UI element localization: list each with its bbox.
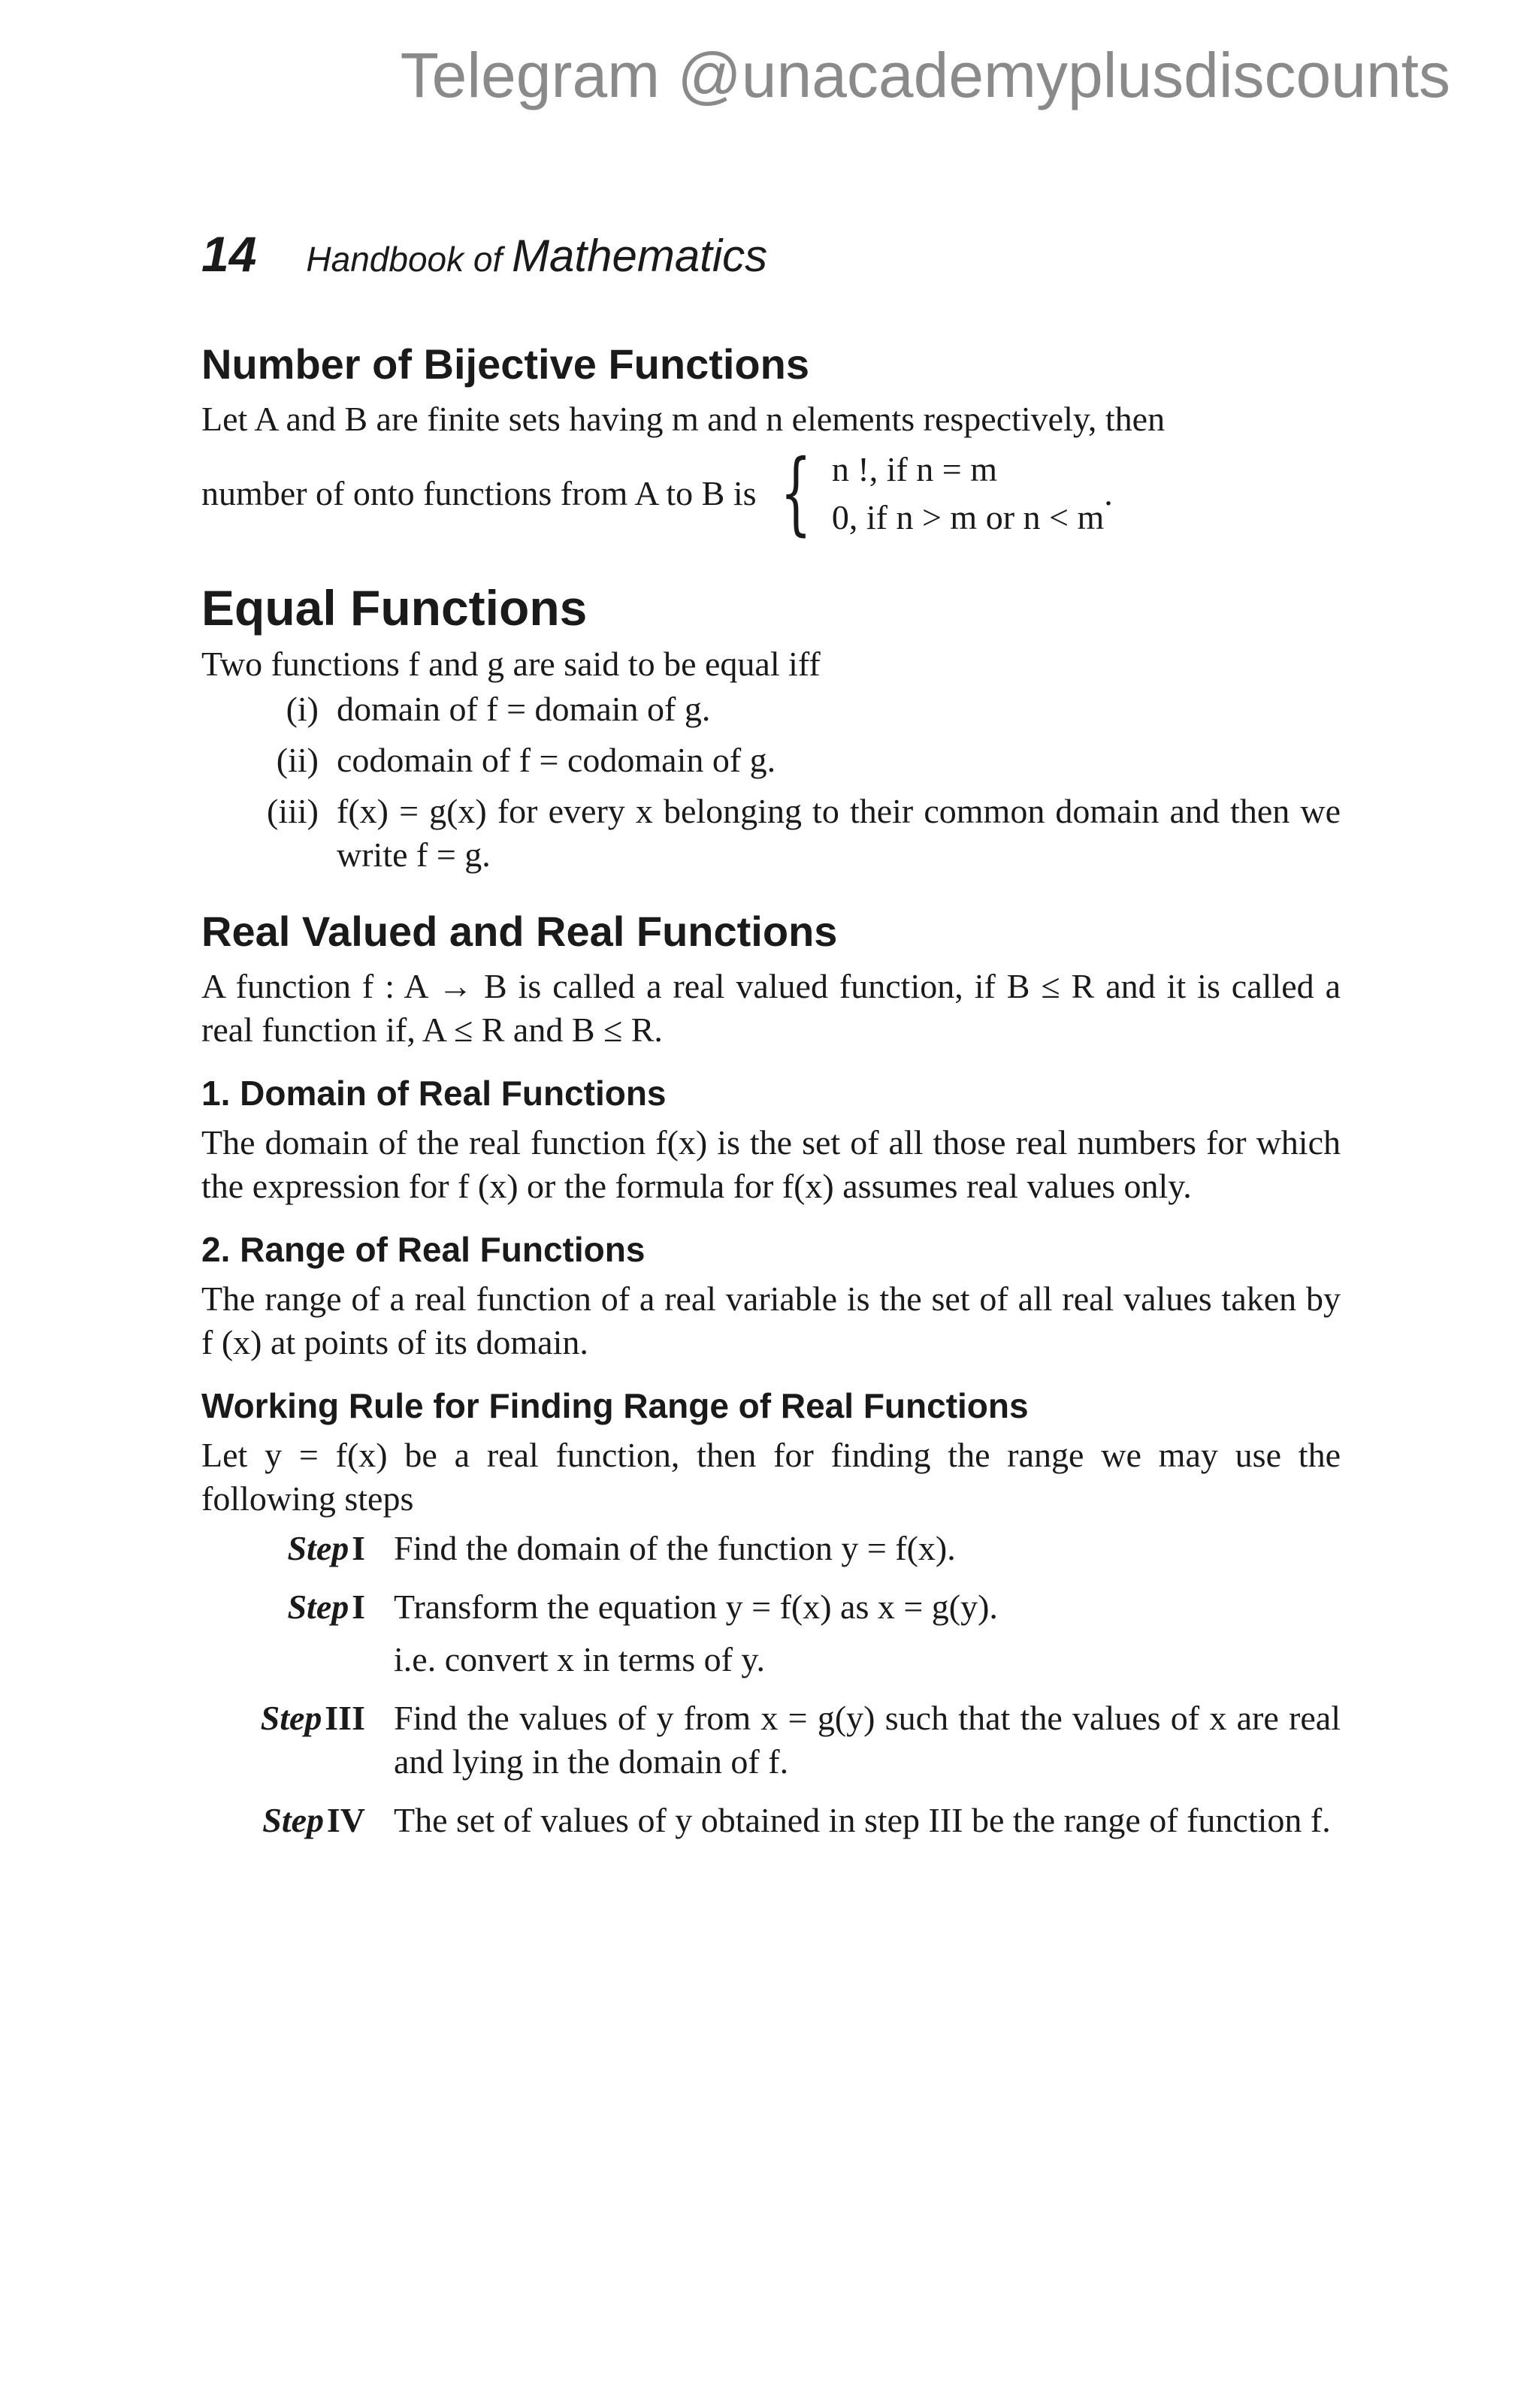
book-title-big: Mathematics: [512, 231, 768, 281]
list-text: codomain of f = codomain of g.: [337, 741, 776, 779]
step-word: Step: [287, 1588, 349, 1626]
paragraph: Let A and B are finite sets having m and n elements respectively, then: [201, 400, 1166, 438]
case-line: 0, if n > m or n < m: [831, 498, 1105, 536]
step-number: I: [352, 1529, 365, 1567]
section-bijective: [201, 340, 1341, 545]
section-working-rule: [201, 1385, 1341, 1842]
section-title: Number of Bijective Functions: [201, 340, 809, 388]
page-number: 14: [201, 226, 257, 282]
step-text-extra: i.e. convert x in terms of y.: [394, 1640, 765, 1678]
section-equal-functions: [201, 579, 1341, 877]
section-title: Equal Functions: [201, 580, 588, 636]
subsection-title: 2. Range of Real Functions: [201, 1230, 646, 1269]
page-header: [201, 225, 767, 282]
step-item: [201, 1696, 1341, 1784]
list-label: (i): [286, 690, 319, 728]
list-label: (ii): [276, 741, 319, 779]
step-label: [201, 1799, 394, 1842]
section-title: Real Valued and Real Functions: [201, 908, 838, 955]
section-real-functions: [201, 907, 1341, 1364]
step-text: Transform the equation y = f(x) as x = g(y).: [394, 1588, 998, 1626]
page-content: [201, 340, 1341, 1857]
step-number: I: [352, 1588, 365, 1626]
step-word: Step: [287, 1529, 349, 1567]
paragraph: A function f : A → B is called a real valued function, if B ≤ R and it is called a real function if, A ≤ R and B ≤ R.: [201, 967, 1341, 1049]
step-text: Find the values of y from x = g(y) such that the values of x are real and lying in the domain of f.: [394, 1699, 1341, 1781]
paragraph: Let y = f(x) be a real function, then for finding the range we may use the following steps: [201, 1436, 1341, 1518]
step-label: [201, 1696, 394, 1784]
list-item: [201, 687, 1341, 731]
watermark-text: Telegram @unacademyplusdiscounts: [400, 40, 1450, 110]
subsection-title: 1. Domain of Real Functions: [201, 1074, 667, 1113]
step-number: III: [325, 1699, 365, 1737]
list-text: domain of f = domain of g.: [337, 690, 711, 728]
step-item: [201, 1527, 1341, 1570]
step-text: The set of values of y obtained in step III be the range of function f.: [394, 1801, 1331, 1839]
step-item: [201, 1585, 1341, 1681]
list-item: [201, 739, 1341, 782]
paragraph: Two functions f and g are said to be equal iff: [201, 645, 821, 683]
formula-cases: [832, 446, 1104, 542]
list-label: (iii): [267, 792, 319, 830]
left-brace-icon: {: [779, 441, 812, 545]
step-word: Step: [260, 1699, 322, 1737]
paragraph: The range of a real function of a real variable is the set of all real values taken by f (x) at points of its domain.: [201, 1280, 1341, 1361]
formula-end: .: [1104, 474, 1113, 512]
step-label: [201, 1527, 394, 1570]
step-number: IV: [326, 1801, 365, 1839]
list-item: [201, 790, 1341, 877]
step-label: [201, 1585, 394, 1681]
paragraph: The domain of the real function f(x) is the set of all those real numbers for which the expression for f (x) or the formula for f(x) assumes real values only.: [201, 1123, 1341, 1205]
book-title-small: Handbook of: [306, 240, 512, 279]
step-word: Step: [262, 1801, 325, 1839]
case-line: n !, if n = m: [831, 450, 998, 488]
piecewise-formula: [201, 441, 1341, 545]
formula-lead: number of onto functions from A to B is: [201, 474, 757, 512]
step-text: Find the domain of the function y = f(x).: [394, 1529, 956, 1567]
subsection-title: Working Rule for Finding Range of Real Functions: [201, 1386, 1029, 1425]
step-text-group: [394, 1585, 1341, 1681]
step-item: [201, 1799, 1341, 1842]
list-text: f(x) = g(x) for every x belonging to their common domain and then we write f = g.: [337, 792, 1341, 874]
